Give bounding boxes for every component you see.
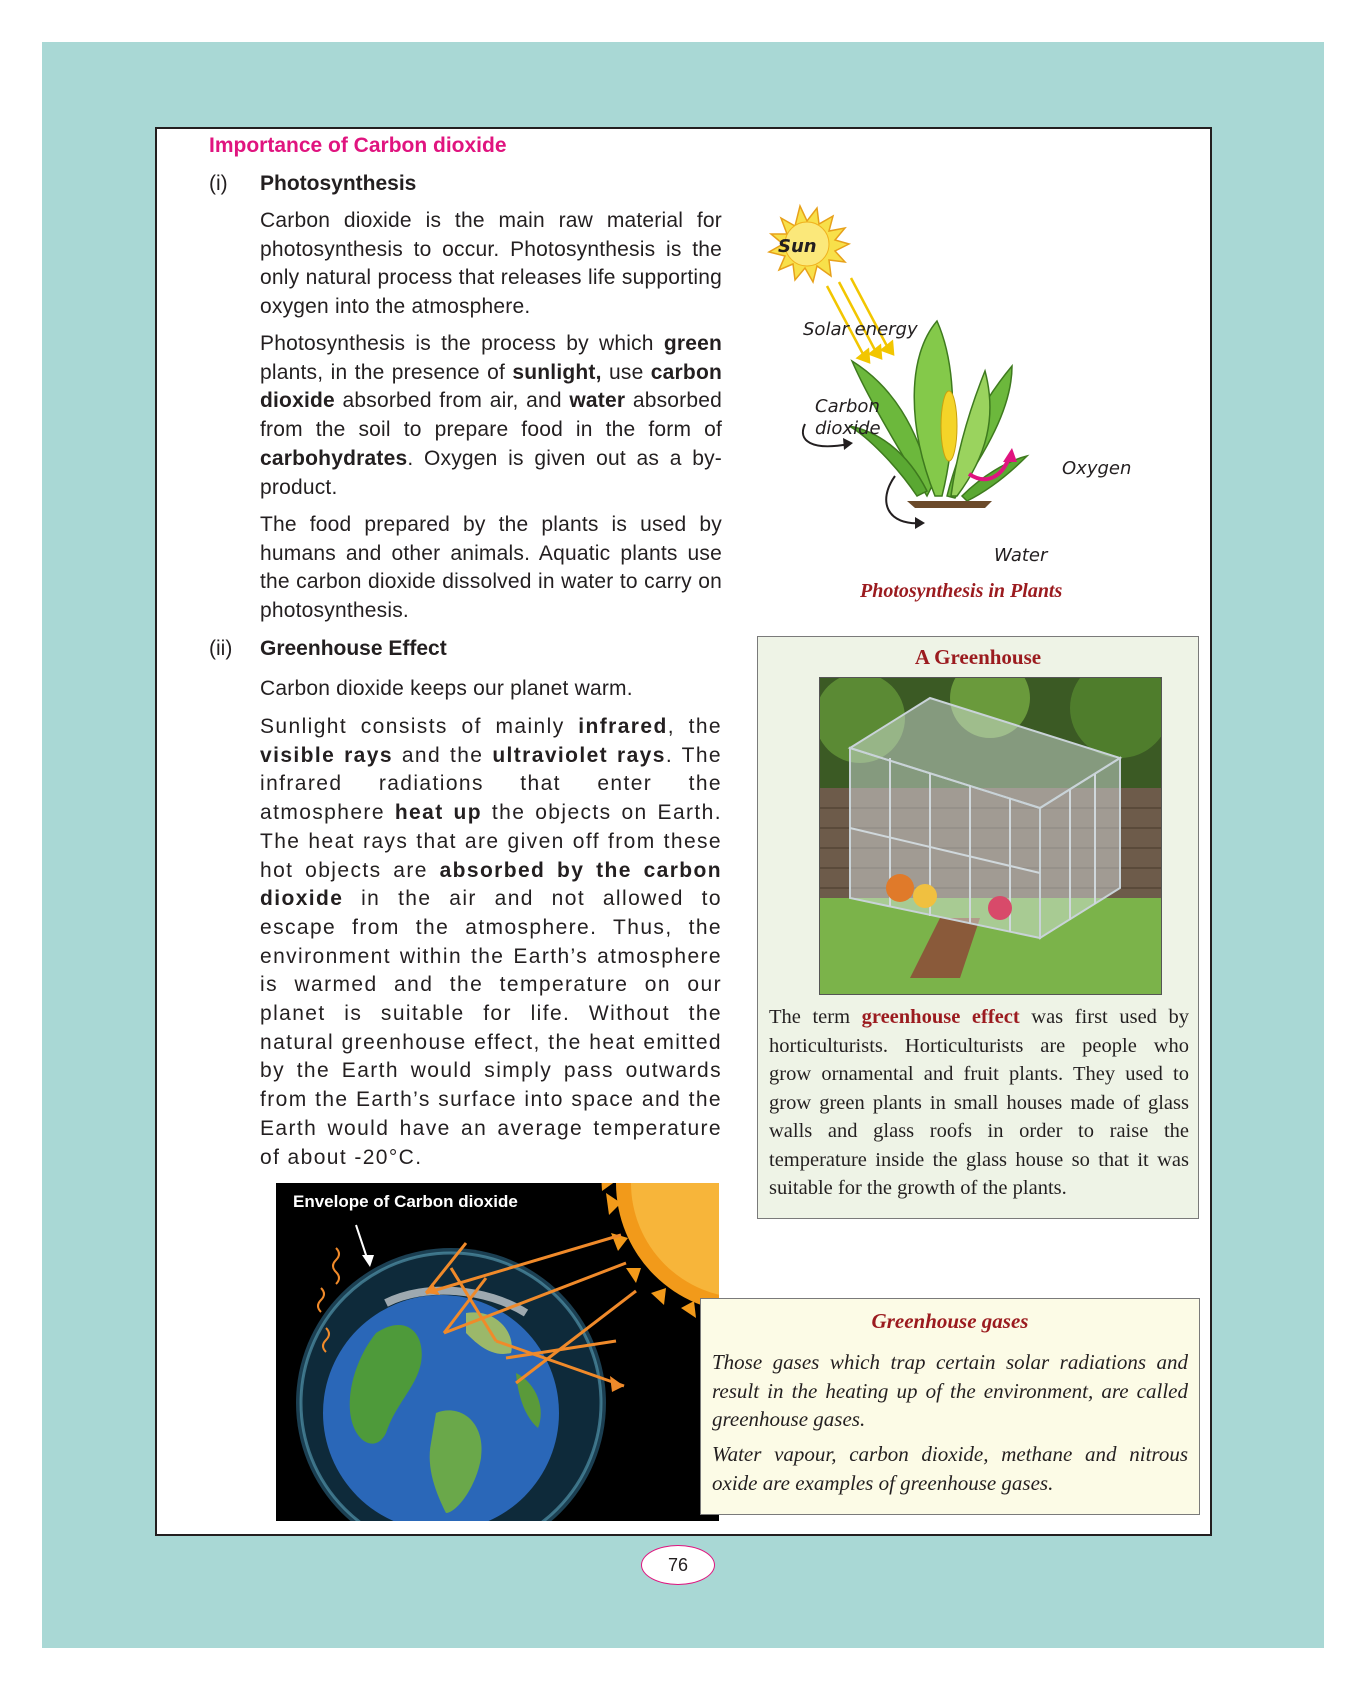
section2-paragraph1: Carbon dioxide keeps our planet warm. — [260, 677, 633, 700]
solar-energy-label: Solar energy — [803, 319, 918, 340]
page-number: 76 — [641, 1545, 715, 1585]
section2-title: Greenhouse Effect — [260, 637, 447, 660]
water-label: Water — [994, 545, 1048, 566]
greenhouse-photo — [819, 677, 1162, 995]
greenhouse-gases-definition: Those gases which trap certain solar radiations and result in the heating up of the environment, are called greenhouse gases. — [712, 1350, 1188, 1431]
greenhouse-box-title: A Greenhouse — [914, 645, 1042, 669]
section1-paragraph2: Photosynthesis is the process by which green plants, in the presence of sunlight, use carbon dioxide absorbed from air, and water absorbed from the soil to prepare food in the form of carbohydrates. Oxygen is given out as a by-product. — [260, 332, 723, 499]
greenhouse-gases-box — [700, 1298, 1200, 1515]
oxygen-label: Oxygen — [1062, 458, 1132, 479]
earth-co2-envelope-illustration — [276, 1183, 719, 1521]
section1-paragraph3: The food prepared by the plants is used by humans and other animals. Aquatic plants use the carbon dioxide dissolved in water to carry on photosynthesis. — [260, 513, 722, 623]
section2-paragraph2: Sunlight consists of mainly infrared, the visible rays and the ultraviolet rays. The infrared radiations that enter the atmosphere heat up the objects on Earth. The heat rays that are given off from these hot objects are absorbed by the carbon dioxide in the air and not allowed to escape from the atmosphere. Thus, the environment within the Earth’s atmosphere is warmed and the temperature on our planet is suitable for life. Without the natural greenhouse effect, the heat emitted by the Earth would simply pass outwards from the Earth’s surface into space and the Earth would have an average temperature of about -20°C. — [260, 715, 722, 1169]
photosynthesis-caption: Photosynthesis in Plants — [860, 580, 1063, 602]
section1-title: Photosynthesis — [260, 172, 417, 195]
sun-label: Sun — [778, 236, 817, 257]
section2-number: (ii) — [209, 637, 233, 660]
greenhouse-box-text: The term greenhouse effect was first used by horticulturists. Horticulturists are people who grow ornamental and fruit plants. They used to grow green plants in small houses made of glass walls and glass roofs in order to raise the temperature inside the glass house so that it was suitable for the growth of the plants. — [769, 1006, 1189, 1199]
carbon-dioxide-label: Carbon dioxide — [815, 396, 881, 439]
photosynthesis-diagram — [757, 196, 1147, 576]
greenhouse-gases-title: Greenhouse gases — [871, 1309, 1029, 1333]
greenhouse-info-box — [757, 636, 1199, 1219]
section1-paragraph1: Carbon dioxide is the main raw material for photosynthesis to occur. Photosynthesis is the only natural process that releases life supporting oxygen into the atmosphere. — [260, 209, 722, 319]
section-heading: Importance of Carbon dioxide — [209, 134, 507, 157]
envelope-label: Envelope of Carbon dioxide — [293, 1192, 518, 1211]
greenhouse-gases-examples: Water vapour, carbon dioxide, methane and nitrous oxide are examples of greenhouse gases. — [712, 1442, 1188, 1495]
section1-number: (i) — [209, 172, 228, 195]
